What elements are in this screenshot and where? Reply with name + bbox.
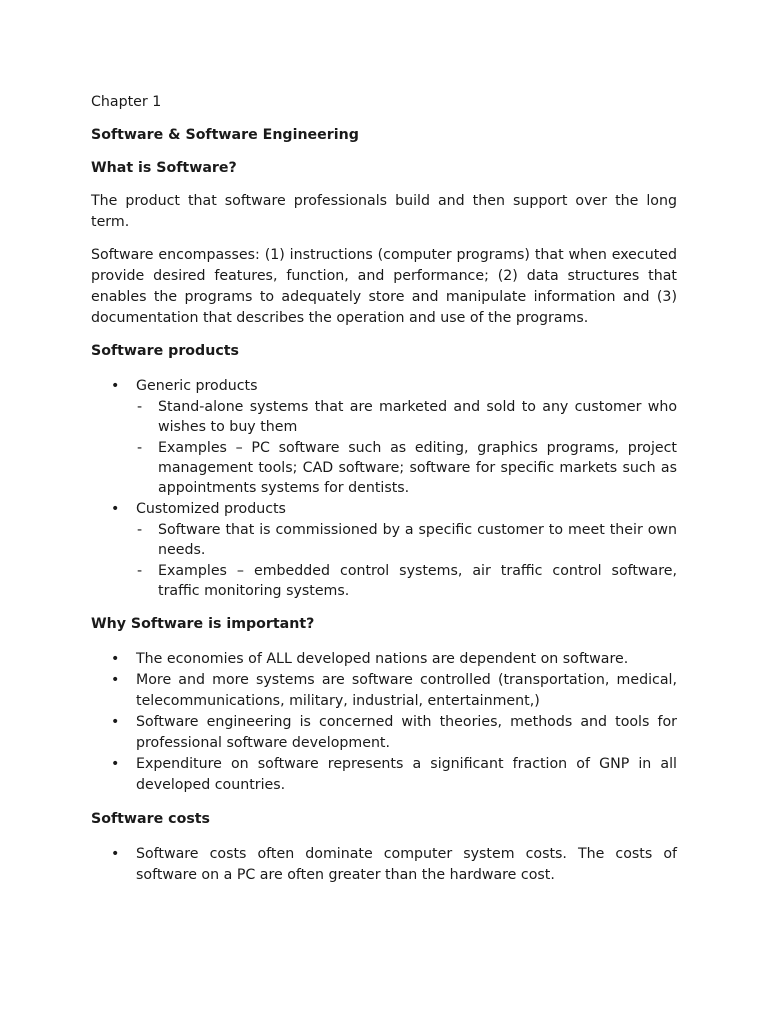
list-item: [91, 844, 677, 886]
list-item: [91, 670, 677, 712]
importance-list: [91, 649, 677, 796]
costs-list: [91, 844, 677, 886]
bullet-icon: •: [111, 378, 120, 394]
list-item-text: Expenditure on software represents a significant fraction of GNP in all developed countries.: [136, 756, 677, 793]
sub-list-item: [136, 438, 677, 498]
list-item: [91, 376, 677, 498]
heading-what-is-software: What is Software?: [91, 160, 237, 176]
sub-list-item: [136, 561, 677, 601]
bullet-icon: •: [111, 756, 120, 772]
list-item: [91, 649, 677, 670]
list-item: [91, 499, 677, 601]
products-list: [91, 376, 677, 601]
list-item-text: The economies of ALL developed nations are dependent on software.: [136, 651, 629, 667]
sub-list: [136, 397, 677, 498]
sub-list-item: [136, 397, 677, 437]
bullet-icon: •: [111, 651, 120, 667]
bullet-icon: •: [111, 501, 120, 517]
sub-item-text: Examples – PC software such as editing, graphics programs, project management tools; CAD software; software for specific markets such as appointments systems for dentists.: [158, 440, 677, 496]
bullet-icon: •: [111, 672, 120, 688]
list-item-text: Software engineering is concerned with theories, methods and tools for professional software development.: [136, 714, 677, 751]
sub-item-text: Software that is commissioned by a specific customer to meet their own needs.: [158, 522, 677, 558]
list-item-label: Customized products: [136, 501, 286, 517]
sub-list-item: [136, 520, 677, 560]
sub-list: [136, 520, 677, 601]
bullet-icon: •: [111, 846, 120, 862]
dash-icon: -: [137, 563, 143, 579]
sub-item-text: Examples – embedded control systems, air traffic control software, traffic monitoring systems.: [158, 563, 677, 599]
paragraph-encompasses: Software encompasses: (1) instructions (computer programs) that when executed provide desired features, function, and performance; (2) data structures that enables the programs to adequately store and manipulate information and (3) documentation that describes the operation and use of the programs.: [91, 247, 677, 326]
list-item-text: More and more systems are software controlled (transportation, medical, telecommunications, military, industrial, entertainment,): [136, 672, 677, 709]
heading-why-important: Why Software is important?: [91, 616, 315, 632]
heading-software-costs: Software costs: [91, 811, 210, 827]
bullet-icon: •: [111, 714, 120, 730]
dash-icon: -: [137, 399, 143, 415]
dash-icon: -: [137, 522, 143, 538]
document-page: [91, 92, 677, 899]
sub-item-text: Stand-alone systems that are marketed and sold to any customer who wishes to buy them: [158, 399, 677, 435]
heading-software-products: Software products: [91, 343, 239, 359]
paragraph-definition: The product that software professionals build and then support over the long term.: [91, 193, 677, 230]
document-title: Software & Software Engineering: [91, 127, 359, 143]
chapter-label: Chapter 1: [91, 94, 162, 110]
list-item-text: Software costs often dominate computer system costs. The costs of software on a PC are often greater than the hardware cost.: [136, 846, 677, 883]
dash-icon: -: [137, 440, 143, 456]
list-item: [91, 712, 677, 754]
list-item: [91, 754, 677, 796]
list-item-label: Generic products: [136, 378, 258, 394]
